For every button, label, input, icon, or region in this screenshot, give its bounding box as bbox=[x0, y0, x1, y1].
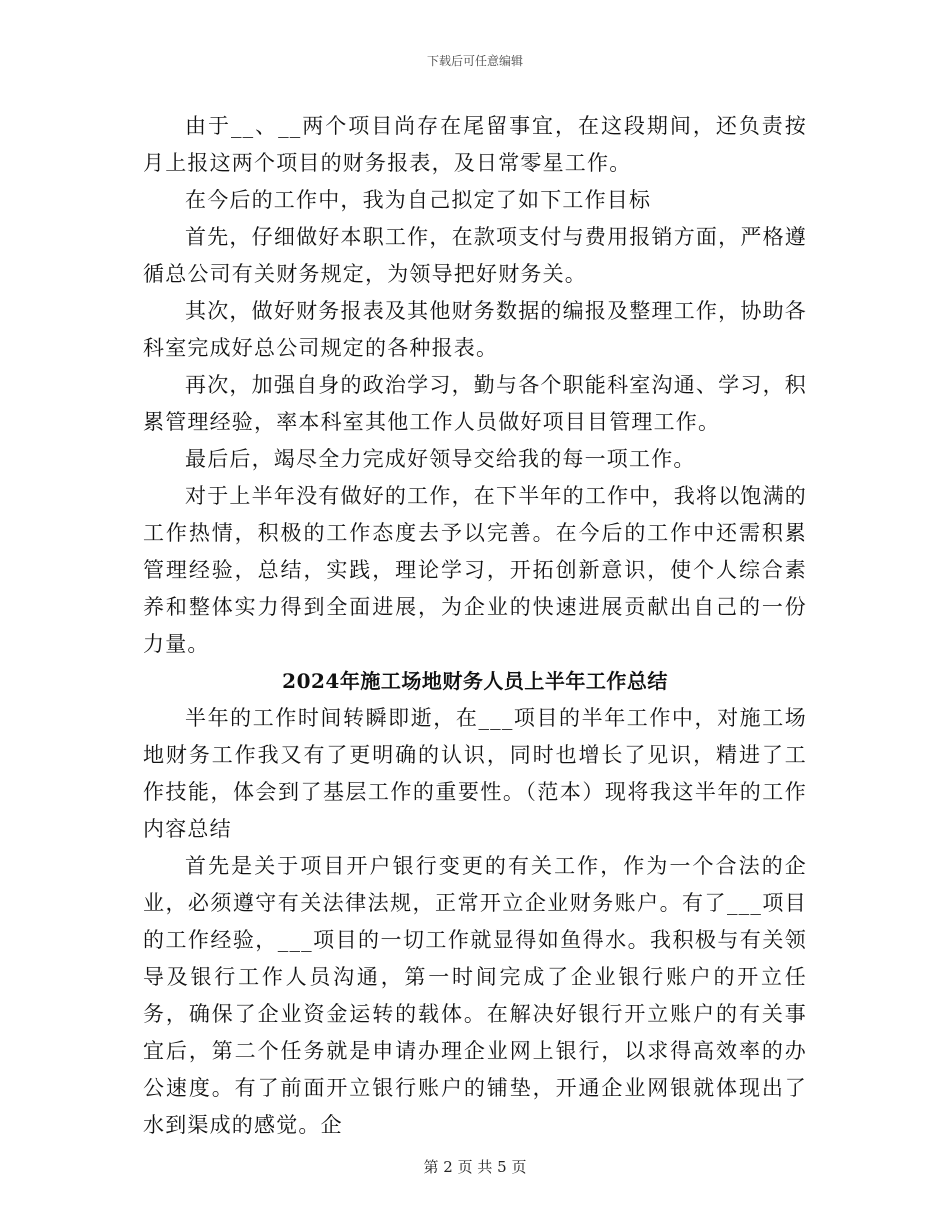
document-body bbox=[143, 108, 807, 1144]
paragraph: 再次，加强自身的政治学习，勤与各个职能科室沟通、学习，积累管理经验，率本科室其他工作人员做好项目目管理工作。 bbox=[143, 373, 807, 434]
paragraph: 首先是关于项目开户银行变更的有关工作，作为一个合法的企业，必须遵守有关法律法规，正常开立企业财务账户。有了___项目的工作经验，___项目的一切工作就显得如鱼得水。我积极与有关领导及银行工作人员沟通，第一时间完成了企业银行账户的开立任务，确保了企业资金运转的载体。在解决好银行开立账户的有关事宜后，第二个任务就是申请办理企业网上银行，以求得高效率的办公速度。有了前面开立银行账户的铺垫，开通企业网银就体现出了水到渠成的感觉。企 bbox=[143, 854, 807, 1137]
page-number-footer: 第 2 页 共 5 页 bbox=[423, 1158, 527, 1176]
paragraph: 半年的工作时间转瞬即逝，在___项目的半年工作中，对施工场地财务工作我又有了更明确的认识，同时也增长了见识，精进了工作技能，体会到了基层工作的重要性。（范本）现将我这半年的工作内容总结 bbox=[143, 706, 807, 841]
paragraph: 其次，做好财务报表及其他财务数据的编报及整理工作，协助各科室完成好总公司规定的各种报表。 bbox=[143, 299, 807, 360]
paragraph: 首先，仔细做好本职工作，在款项支付与费用报销方面，严格遵循总公司有关财务规定，为领导把好财务关。 bbox=[143, 225, 807, 286]
paragraph: 对于上半年没有做好的工作，在下半年的工作中，我将以饱满的工作热情，积极的工作态度去予以完善。在今后的工作中还需积累管理经验，总结，实践，理论学习，开拓创新意识，使个人综合素养和整体实力得到全面进展，为企业的快速进展贡献出自己的一份力量。 bbox=[143, 484, 807, 656]
paragraph: 由于__、__两个项目尚存在尾留事宜，在这段期间，还负责按月上报这两个项目的财务报表，及日常零星工作。 bbox=[143, 114, 807, 175]
paragraph: 在今后的工作中，我为自己拟定了如下工作目标 bbox=[185, 188, 652, 212]
page-header-note: 下载后可任意编辑 bbox=[426, 54, 523, 68]
section-title: 2024年施工场地财务人员上半年工作总结 bbox=[282, 669, 668, 693]
paragraph: 最后后，竭尽全力完成好领导交给我的每一项工作。 bbox=[185, 447, 696, 471]
